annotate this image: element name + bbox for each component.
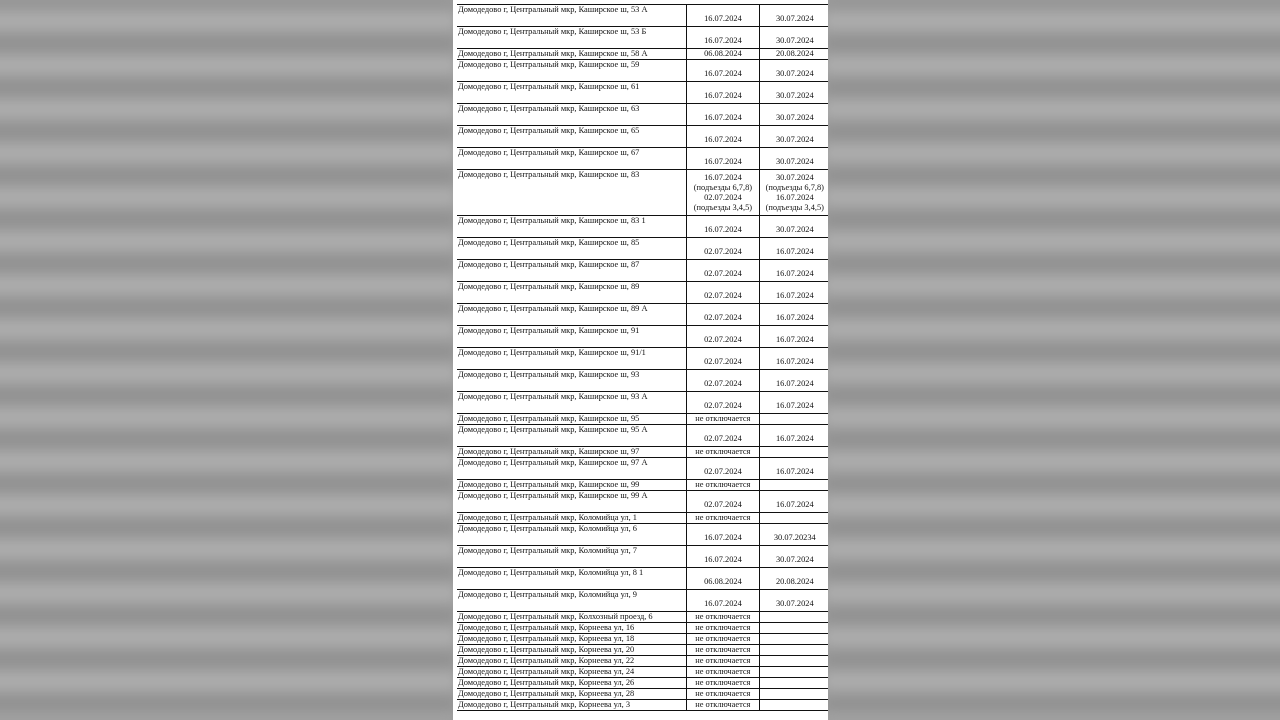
start-date-cell: [687, 678, 759, 689]
end-date-cell: [759, 326, 828, 348]
end-date-cell: [759, 260, 828, 282]
table-row: [457, 568, 828, 590]
start-date-text: 02.07.2024: [704, 356, 742, 366]
table-row: [457, 60, 828, 82]
start-date-cell: [687, 392, 759, 414]
end-date-text: 16.07.2024: [775, 290, 814, 300]
table-row: [457, 656, 828, 667]
start-date-cell: [687, 60, 759, 82]
start-date-cell: [687, 126, 759, 148]
start-date-text: не отключается: [695, 634, 751, 643]
start-date-cell: [687, 425, 759, 447]
end-date-cell: [759, 49, 828, 60]
table-row: [457, 634, 828, 645]
start-date-cell: [687, 348, 759, 370]
address-cell: Домодедово г, Центральный мкр, Каширское ш, 87: [457, 260, 687, 282]
start-date-text: 16.07.2024: [704, 90, 742, 100]
start-date-cell: [687, 656, 759, 667]
address-cell: Домодедово г, Центральный мкр, Каширское ш, 53 Б: [457, 27, 687, 49]
address-cell: Домодедово г, Центральный мкр, Каширское ш, 89 А: [457, 304, 687, 326]
document-page: [453, 0, 828, 720]
start-date-text: 02.07.2024: [704, 312, 742, 322]
start-date-cell: [687, 524, 759, 546]
table-row: [457, 170, 828, 216]
end-date-text: 30.07.2024: [775, 13, 814, 23]
start-date-text: 16.07.2024: [704, 112, 742, 122]
address-cell: Домодедово г, Центральный мкр, Каширское ш, 63: [457, 104, 687, 126]
table-row: [457, 447, 828, 458]
table-row: [457, 282, 828, 304]
start-date-text: не отключается: [695, 612, 751, 621]
table-row: [457, 667, 828, 678]
table-row: [457, 126, 828, 148]
address-cell: Домодедово г, Центральный мкр, Колхозный проезд, 6: [457, 612, 687, 623]
end-date-cell: [759, 678, 828, 689]
start-date-text: 02.07.2024: [704, 378, 742, 388]
start-date-cell: [687, 238, 759, 260]
start-date-text: 02.07.2024: [704, 466, 742, 476]
schedule-table-body: [457, 5, 828, 711]
end-date-cell: [759, 700, 828, 711]
end-date-cell: [759, 392, 828, 414]
end-date-text: 16.07.2024: [775, 378, 814, 388]
address-cell: Домодедово г, Центральный мкр, Каширское ш, 99 А: [457, 491, 687, 513]
end-date-cell: [759, 634, 828, 645]
table-row: [457, 524, 828, 546]
start-date-text: 02.07.2024: [704, 433, 742, 443]
table-row: [457, 414, 828, 425]
start-date-text: не отключается: [695, 700, 751, 709]
start-date-text: 02.07.2024: [704, 268, 742, 278]
table-row: [457, 148, 828, 170]
address-cell: Домодедово г, Центральный мкр, Корнеева ул, 3: [457, 700, 687, 711]
table-row: [457, 370, 828, 392]
start-date-cell: [687, 5, 759, 27]
address-cell: Домодедово г, Центральный мкр, Каширское ш, 83 1: [457, 216, 687, 238]
table-row: [457, 612, 828, 623]
start-date-text: 02.07.2024: [704, 246, 742, 256]
start-date-text: 16.07.2024: [704, 532, 742, 542]
address-cell: Домодедово г, Центральный мкр, Корнеева ул, 28: [457, 689, 687, 700]
end-date-text: 16.07.2024: [775, 433, 814, 443]
address-cell: Домодедово г, Центральный мкр, Каширское ш, 95: [457, 414, 687, 425]
start-date-text: 16.07.2024: [704, 156, 742, 166]
start-date-cell: [687, 590, 759, 612]
start-date-text: не отключается: [695, 645, 751, 654]
address-cell: Домодедово г, Центральный мкр, Каширское ш, 91/1: [457, 348, 687, 370]
end-date-cell: [759, 425, 828, 447]
start-date-text: 02.07.2024: [704, 499, 742, 509]
start-date-text: не отключается: [695, 689, 751, 698]
end-date-text: 30.07.2024: [775, 90, 814, 100]
end-date-text: 30.07.20234: [773, 532, 816, 542]
start-date-cell: [687, 82, 759, 104]
blurred-background-left: [0, 0, 455, 720]
start-date-text: не отключается: [695, 480, 751, 489]
end-date-cell: [759, 458, 828, 480]
end-date-text: 20.08.2024: [775, 49, 814, 58]
end-date-cell: [759, 480, 828, 491]
start-date-cell: [687, 304, 759, 326]
address-cell: Домодедово г, Центральный мкр, Корнеева ул, 16: [457, 623, 687, 634]
start-date-text: 02.07.2024: [704, 400, 742, 410]
address-cell: Домодедово г, Центральный мкр, Корнеева ул, 24: [457, 667, 687, 678]
start-date-text: не отключается: [695, 656, 751, 665]
end-date-cell: [759, 82, 828, 104]
end-date-text: 30.07.2024: [775, 35, 814, 45]
start-date-text: 06.08.2024: [704, 49, 742, 58]
table-row: [457, 260, 828, 282]
start-date-text: не отключается: [695, 678, 751, 687]
start-date-text: 06.08.2024: [704, 576, 742, 586]
start-date-cell: [687, 326, 759, 348]
address-cell: Домодедово г, Центральный мкр, Коломийца ул, 6: [457, 524, 687, 546]
start-date-cell: [687, 282, 759, 304]
address-cell: Домодедово г, Центральный мкр, Коломийца ул, 7: [457, 546, 687, 568]
address-cell: Домодедово г, Центральный мкр, Корнеева ул, 26: [457, 678, 687, 689]
end-date-cell: [759, 612, 828, 623]
address-cell: Домодедово г, Центральный мкр, Коломийца ул, 8 1: [457, 568, 687, 590]
start-date-cell: [687, 645, 759, 656]
end-date-text: 20.08.2024: [775, 576, 814, 586]
table-row: [457, 458, 828, 480]
table-row: [457, 689, 828, 700]
start-date-cell: [687, 260, 759, 282]
address-cell: Домодедово г, Центральный мкр, Каширское ш, 61: [457, 82, 687, 104]
table-row: [457, 491, 828, 513]
table-row: [457, 645, 828, 656]
start-date-cell: [687, 216, 759, 238]
end-date-cell: [759, 524, 828, 546]
table-row: [457, 216, 828, 238]
address-cell: Домодедово г, Центральный мкр, Каширское ш, 59: [457, 60, 687, 82]
start-date-cell: [687, 414, 759, 425]
end-date-cell: [759, 546, 828, 568]
address-cell: Домодедово г, Центральный мкр, Каширское ш, 99: [457, 480, 687, 491]
end-date-cell: [759, 170, 828, 216]
address-cell: Домодедово г, Центральный мкр, Каширское ш, 93 А: [457, 392, 687, 414]
address-cell: Домодедово г, Центральный мкр, Каширское ш, 85: [457, 238, 687, 260]
end-date-text: 30.07.2024: [775, 554, 814, 564]
address-cell: Домодедово г, Центральный мкр, Каширское ш, 97: [457, 447, 687, 458]
start-date-text: 16.07.2024: [704, 598, 742, 608]
table-row: [457, 546, 828, 568]
end-date-cell: [759, 689, 828, 700]
end-date-text: 30.07.2024: [775, 598, 814, 608]
end-date-cell: [759, 414, 828, 425]
start-date-cell: [687, 700, 759, 711]
start-date-cell: [687, 513, 759, 524]
start-date-text: 16.07.2024 (подъезды 6,7,8) 02.07.2024 (подъезды 3,4,5): [693, 172, 753, 212]
address-cell: Домодедово г, Центральный мкр, Корнеева ул, 18: [457, 634, 687, 645]
end-date-cell: [759, 104, 828, 126]
address-cell: Домодедово г, Центральный мкр, Коломийца ул, 1: [457, 513, 687, 524]
end-date-cell: [759, 27, 828, 49]
start-date-cell: [687, 370, 759, 392]
end-date-text: 16.07.2024: [775, 499, 814, 509]
end-date-cell: [759, 282, 828, 304]
start-date-cell: [687, 634, 759, 645]
end-date-text: 30.07.2024: [775, 68, 814, 78]
start-date-cell: [687, 104, 759, 126]
start-date-text: 16.07.2024: [704, 13, 742, 23]
address-cell: Домодедово г, Центральный мкр, Корнеева ул, 22: [457, 656, 687, 667]
table-row: [457, 678, 828, 689]
start-date-cell: [687, 49, 759, 60]
end-date-cell: [759, 513, 828, 524]
start-date-cell: [687, 667, 759, 678]
end-date-cell: [759, 667, 828, 678]
end-date-cell: [759, 568, 828, 590]
schedule-table: [457, 4, 828, 711]
end-date-cell: [759, 623, 828, 634]
table-row: [457, 513, 828, 524]
end-date-text: 16.07.2024: [775, 268, 814, 278]
address-cell: Домодедово г, Центральный мкр, Каширское ш, 93: [457, 370, 687, 392]
start-date-cell: [687, 546, 759, 568]
start-date-text: 02.07.2024: [704, 334, 742, 344]
end-date-text: 16.07.2024: [775, 356, 814, 366]
address-cell: Домодедово г, Центральный мкр, Каширское ш, 97 А: [457, 458, 687, 480]
start-date-cell: [687, 568, 759, 590]
table-row: [457, 590, 828, 612]
start-date-text: не отключается: [695, 667, 751, 676]
table-row: [457, 238, 828, 260]
address-cell: Домодедово г, Центральный мкр, Каширское ш, 83: [457, 170, 687, 216]
end-date-cell: [759, 348, 828, 370]
table-row: [457, 392, 828, 414]
table-row: [457, 27, 828, 49]
start-date-cell: [687, 447, 759, 458]
end-date-cell: [759, 216, 828, 238]
table-row: [457, 49, 828, 60]
end-date-text: 16.07.2024: [775, 400, 814, 410]
table-row: [457, 5, 828, 27]
end-date-cell: [759, 447, 828, 458]
start-date-cell: [687, 623, 759, 634]
end-date-text: 16.07.2024: [775, 246, 814, 256]
start-date-cell: [687, 170, 759, 216]
address-cell: Домодедово г, Центральный мкр, Корнеева ул, 20: [457, 645, 687, 656]
start-date-text: 16.07.2024: [704, 224, 742, 234]
end-date-text: 16.07.2024: [775, 334, 814, 344]
start-date-text: не отключается: [695, 623, 751, 632]
start-date-text: не отключается: [695, 513, 751, 522]
start-date-cell: [687, 458, 759, 480]
end-date-text: 30.07.2024: [775, 156, 814, 166]
end-date-text: 30.07.2024: [775, 224, 814, 234]
start-date-text: 16.07.2024: [704, 554, 742, 564]
start-date-text: 16.07.2024: [704, 35, 742, 45]
end-date-cell: [759, 5, 828, 27]
start-date-cell: [687, 27, 759, 49]
start-date-text: 02.07.2024: [704, 290, 742, 300]
end-date-cell: [759, 656, 828, 667]
start-date-cell: [687, 148, 759, 170]
table-row: [457, 326, 828, 348]
start-date-cell: [687, 689, 759, 700]
end-date-text: 30.07.2024 (подъезды 6,7,8) 16.07.2024 (подъезды 3,4,5): [765, 172, 824, 212]
end-date-cell: [759, 645, 828, 656]
table-row: [457, 623, 828, 634]
end-date-text: 30.07.2024: [775, 112, 814, 122]
end-date-cell: [759, 370, 828, 392]
end-date-text: 30.07.2024: [775, 134, 814, 144]
table-row: [457, 480, 828, 491]
end-date-cell: [759, 491, 828, 513]
table-row: [457, 348, 828, 370]
table-row: [457, 425, 828, 447]
start-date-text: 16.07.2024: [704, 134, 742, 144]
start-date-cell: [687, 612, 759, 623]
end-date-text: 16.07.2024: [775, 466, 814, 476]
end-date-cell: [759, 148, 828, 170]
table-row: [457, 82, 828, 104]
end-date-cell: [759, 304, 828, 326]
end-date-cell: [759, 590, 828, 612]
start-date-text: не отключается: [695, 447, 751, 456]
address-cell: Домодедово г, Центральный мкр, Каширское ш, 58 А: [457, 49, 687, 60]
end-date-cell: [759, 60, 828, 82]
start-date-text: 16.07.2024: [704, 68, 742, 78]
address-cell: Домодедово г, Центральный мкр, Коломийца ул, 9: [457, 590, 687, 612]
blurred-background-right: [825, 0, 1280, 720]
address-cell: Домодедово г, Центральный мкр, Каширское ш, 91: [457, 326, 687, 348]
address-cell: Домодедово г, Центральный мкр, Каширское ш, 53 А: [457, 5, 687, 27]
start-date-text: не отключается: [695, 414, 751, 423]
table-row: [457, 104, 828, 126]
address-cell: Домодедово г, Центральный мкр, Каширское ш, 89: [457, 282, 687, 304]
address-cell: Домодедово г, Центральный мкр, Каширское ш, 67: [457, 148, 687, 170]
end-date-text: 16.07.2024: [775, 312, 814, 322]
address-cell: Домодедово г, Центральный мкр, Каширское ш, 95 А: [457, 425, 687, 447]
table-row: [457, 700, 828, 711]
table-row: [457, 304, 828, 326]
start-date-cell: [687, 491, 759, 513]
end-date-cell: [759, 238, 828, 260]
address-cell: Домодедово г, Центральный мкр, Каширское ш, 65: [457, 126, 687, 148]
end-date-cell: [759, 126, 828, 148]
start-date-cell: [687, 480, 759, 491]
